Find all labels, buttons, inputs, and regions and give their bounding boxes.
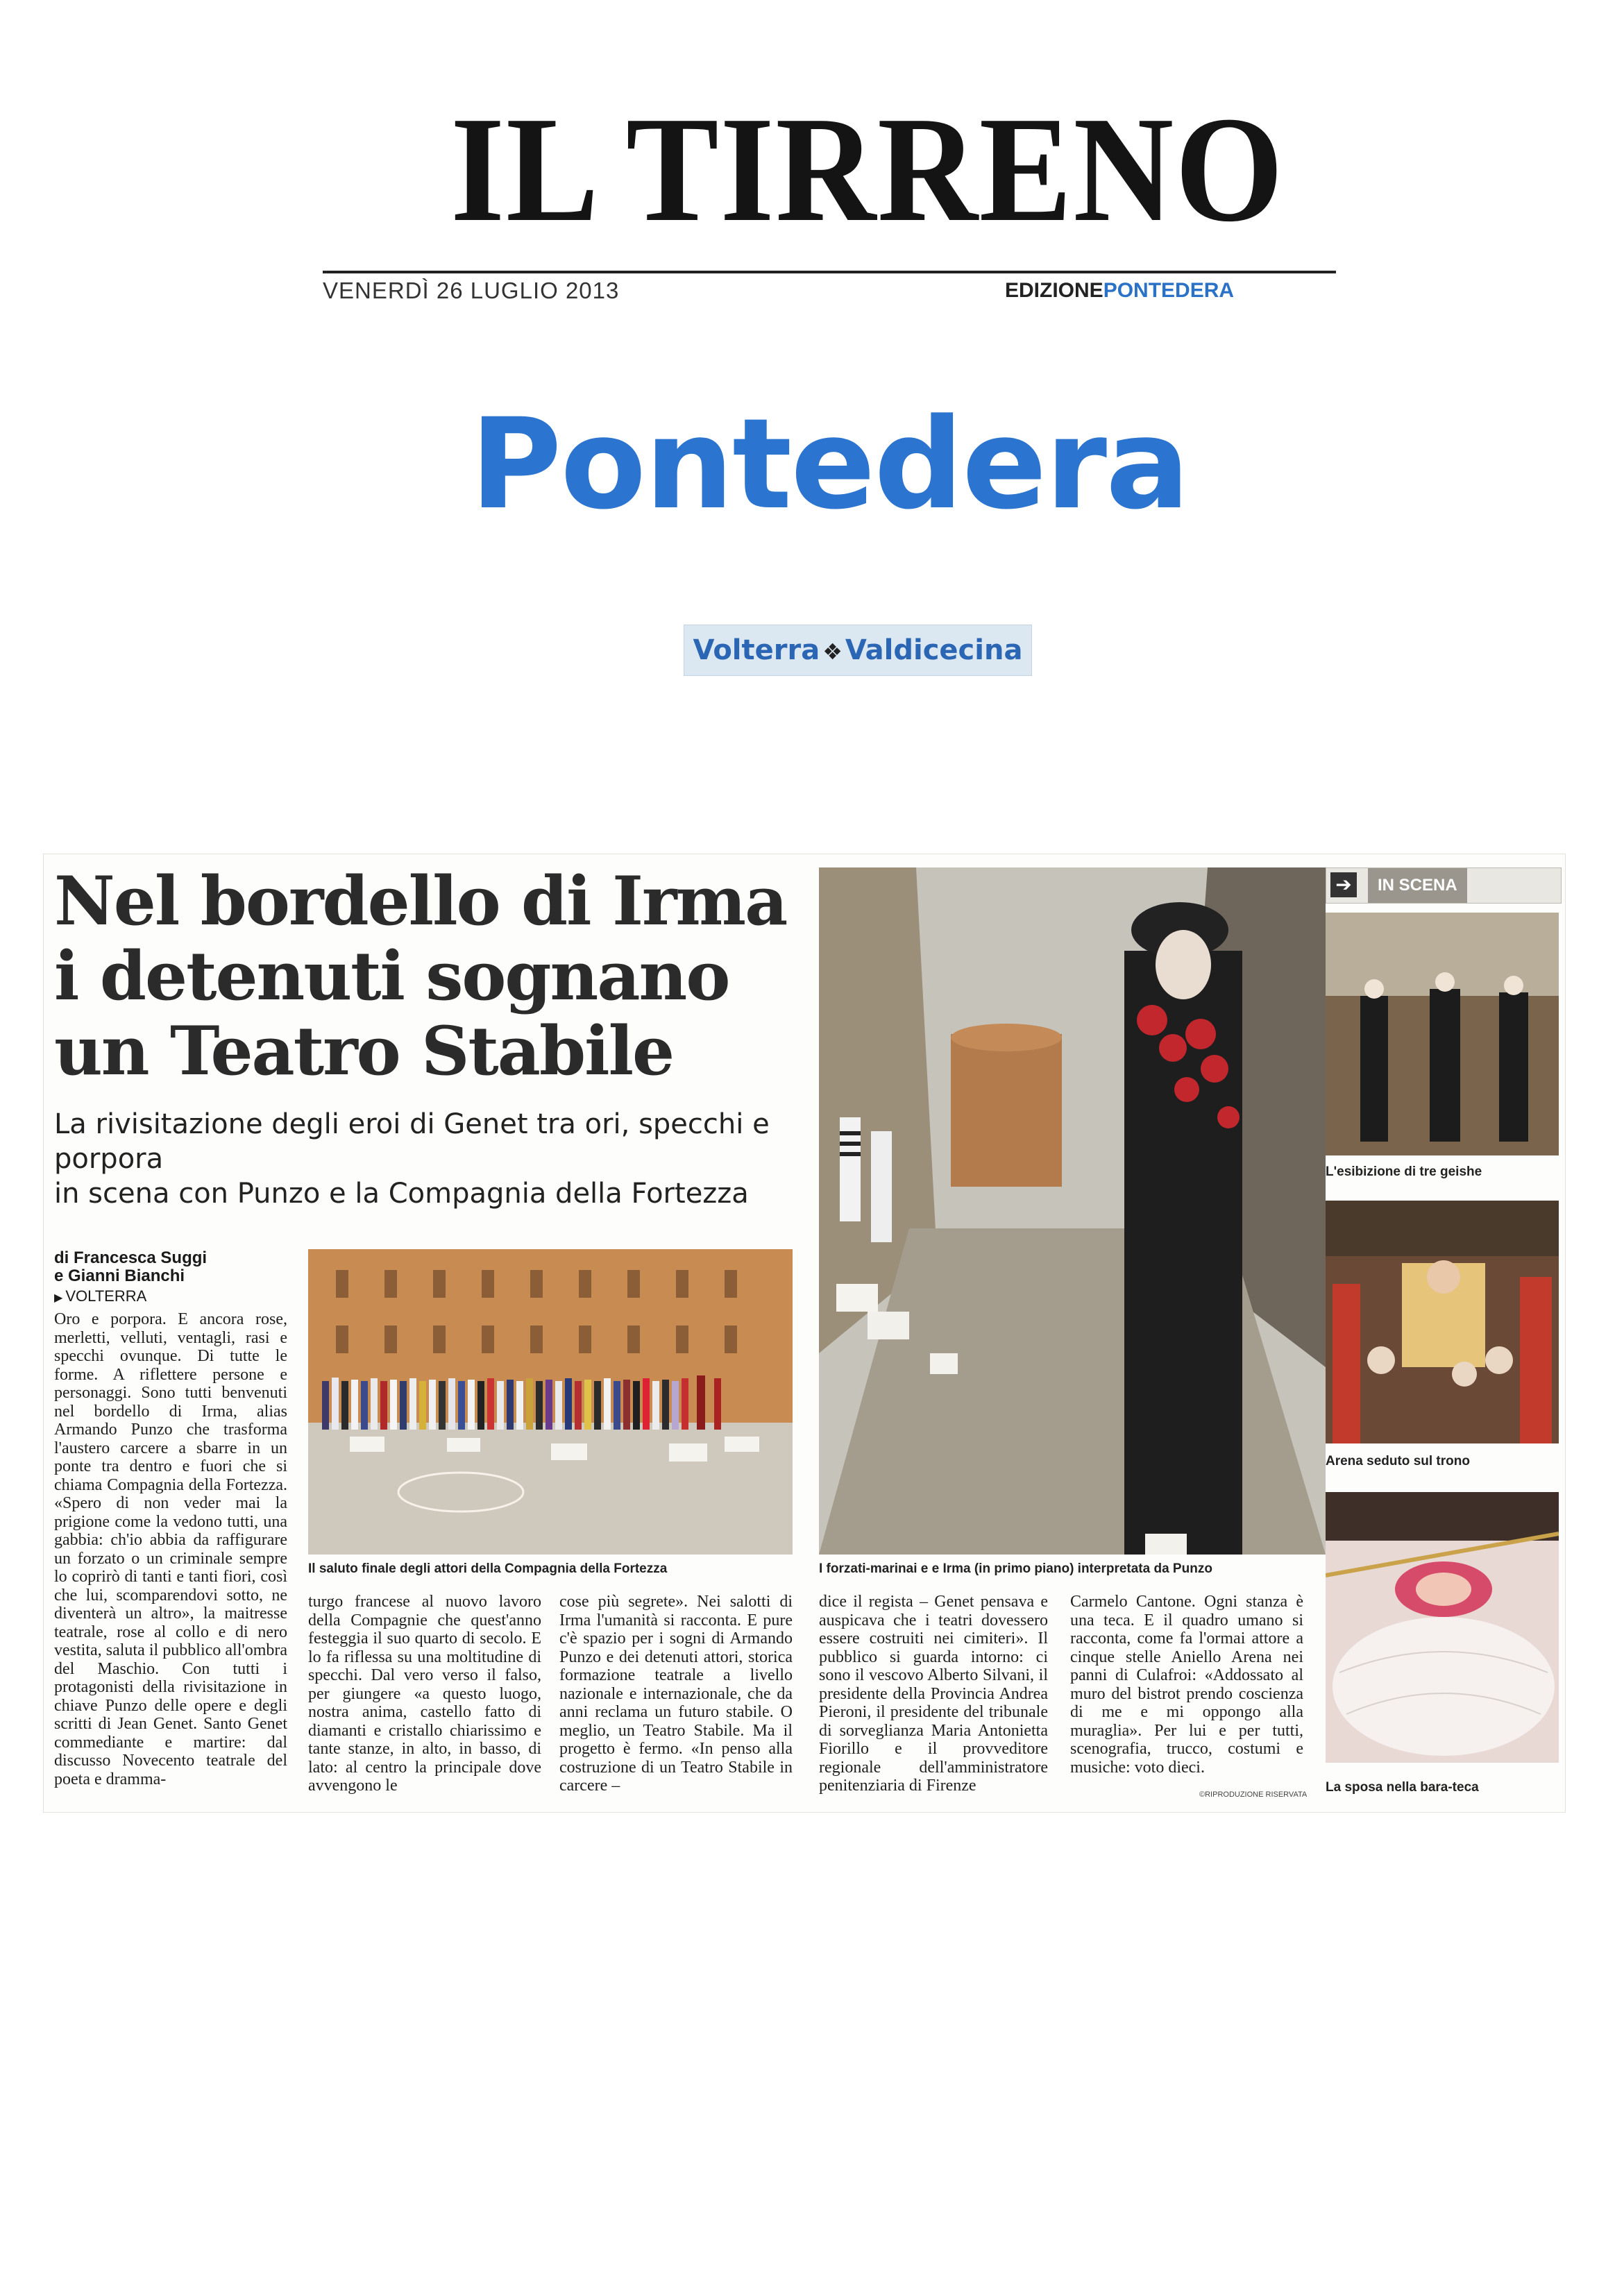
edition-prefix: EDIZIONE: [1005, 279, 1103, 302]
edition-city: PONTEDERA: [1103, 279, 1235, 302]
article-headline: [54, 864, 814, 1089]
dateline-text: VOLTERRA: [65, 1287, 147, 1305]
arrow-right-icon: ➔: [1330, 872, 1357, 897]
byline-line: e Gianni Bianchi: [54, 1267, 185, 1285]
masthead-rule: [323, 271, 1336, 273]
sidebar-caption-1: L'esibizione di tre geishe: [1326, 1165, 1482, 1179]
section-title: Pontedera: [470, 392, 1189, 537]
article-byline: [54, 1249, 207, 1285]
edition-label: [1005, 279, 1234, 303]
triangle-icon: ▶: [54, 1292, 63, 1304]
article-column-4: dice il regista – Genet pensava e auspicava che i teatri dovessero essere costruiti nei cimiteri». Il pubblico si guarda intorno: ci sono il vescovo Alberto Silvani, il presidente della Provincia Andrea Pieroni, il presidente del tribunale di sorveglianza Maria Antonietta Fiorillo e il provveditore regionale dell'amministratore penitenziaria di Firenze: [819, 1593, 1048, 1795]
sposa-illustration: [1326, 1492, 1559, 1763]
article-subhead: [54, 1107, 814, 1211]
sidebar-label: IN SCENA: [1368, 868, 1467, 903]
photo-sailors-and-irma: [819, 867, 1326, 1555]
subsection-left: Volterra: [693, 634, 820, 666]
sidebar-photo-trono: [1326, 1201, 1559, 1443]
sidebar-caption-2: Arena seduto sul trono: [1326, 1454, 1470, 1468]
headline-line: un Teatro Stabile: [54, 1012, 674, 1090]
headline-line: i detenuti sognano: [54, 937, 729, 1015]
article-dateline: [54, 1287, 146, 1305]
sidebar-photo-geishe: [1326, 913, 1559, 1155]
sidebar-photo-sposa: [1326, 1492, 1559, 1763]
sidebar-header: [1326, 867, 1562, 904]
newspaper-masthead: IL TIRRENO: [450, 86, 1285, 253]
photo-sailors-illustration: [819, 867, 1326, 1555]
reproduction-note: ©RIPRODUZIONE RISERVATA: [1199, 1790, 1308, 1799]
headline-line: Nel bordello di Irma: [54, 862, 787, 940]
subsection-tag: [684, 625, 1032, 676]
photo-final-bow: [308, 1249, 793, 1555]
photo-caption-main: Il saluto finale degli attori della Compagnia della Fortezza: [308, 1561, 668, 1576]
article-column-5: Carmelo Cantone. Ogni stanza è una teca. E il quadro umano si racconta, come fa l'ormai attore a cinque stelle Aniello Arena nei panni di Culafroi: «Addossato al muro del bistrot prendo coscienza di me e mi oppongo alla muraglia». Per lui e per tutti, scenografia, trucco, costumi e musiche: voto dieci.: [1070, 1593, 1303, 1777]
diamond-separator-icon: ❖: [822, 638, 843, 665]
issue-date: VENERDÌ 26 LUGLIO 2013: [323, 278, 620, 303]
subsection-right: Valdicecina: [845, 634, 1023, 666]
sidebar-caption-3: La sposa nella bara-teca: [1326, 1780, 1479, 1795]
article-column-3: cose più segrete». Nei salotti di Irma l'umanità si racconta. E pure c'è spazio per i sogni di Armando Punzo e dei detenuti attori, storica formazione teatrale a livello nazionale e internazionale, che da anni reclama un futuro stabile. O meglio, un Teatro Stabile. Ma il progetto è fermo. «In penso alla costruzione di un Teatro Stabile in carcere –: [559, 1593, 793, 1795]
photo-caption-tall: I forzati-marinai e e Irma (in primo piano) interpretata da Punzo: [819, 1561, 1212, 1576]
trono-illustration: [1326, 1201, 1559, 1443]
subhead-line: in scena con Punzo e la Compagnia della Fortezza: [54, 1178, 749, 1210]
geishe-illustration: [1326, 913, 1559, 1155]
article-column-2: turgo francese al nuovo lavoro della Compagnie che quest'anno festeggia il suo quarto di secolo. E lo fa riflessa su una moltitudine di specchi. Dal vero verso il falso, per giungere «a questo luogo, nostra anima, castello fatto di diamanti e cristallo chiarissimo e tante stanze, in alto, in basso, di lato: al centro la principale dove avvengono le: [308, 1593, 541, 1795]
photo-final-bow-illustration: [308, 1249, 793, 1555]
article-column-1: Oro e porpora. E ancora rose, merletti, velluti, ventagli, rasi e specchi ovunque. Di tutte le forme. A riflettere persone e personaggi. Sono tutti benvenuti nel bordello di Irma, alias Armando Punzo che trasforma l'austero carcere a sbarre in un ponte tra dentro e fuori che si chiama Compagnia della Fortezza. «Spero di non veder mai la prigione come la vedono tutti, una gabbia: ch'io abbia da raffigurare un forzato o un criminale sempre lo coprirò di tanti e tanti fiori, così che lui, scomparendovi sotto, ne diventerà un altro», la maitresse teatrale, rose al collo e di nero vestita, saluta il pubblico all'ombra del Maschio. Con tutti i protagonisti della rivisitazione in chiave Punzo delle opere e degli scritti di Jean Genet. Santo Genet commediante e martire: dal discusso Novecento teatrale del poeta e dramma-: [54, 1310, 287, 1788]
byline-line: di Francesca Suggi: [54, 1248, 208, 1267]
subhead-line: La rivisitazione degli eroi di Genet tra ori, specchi e porpora: [54, 1108, 770, 1175]
